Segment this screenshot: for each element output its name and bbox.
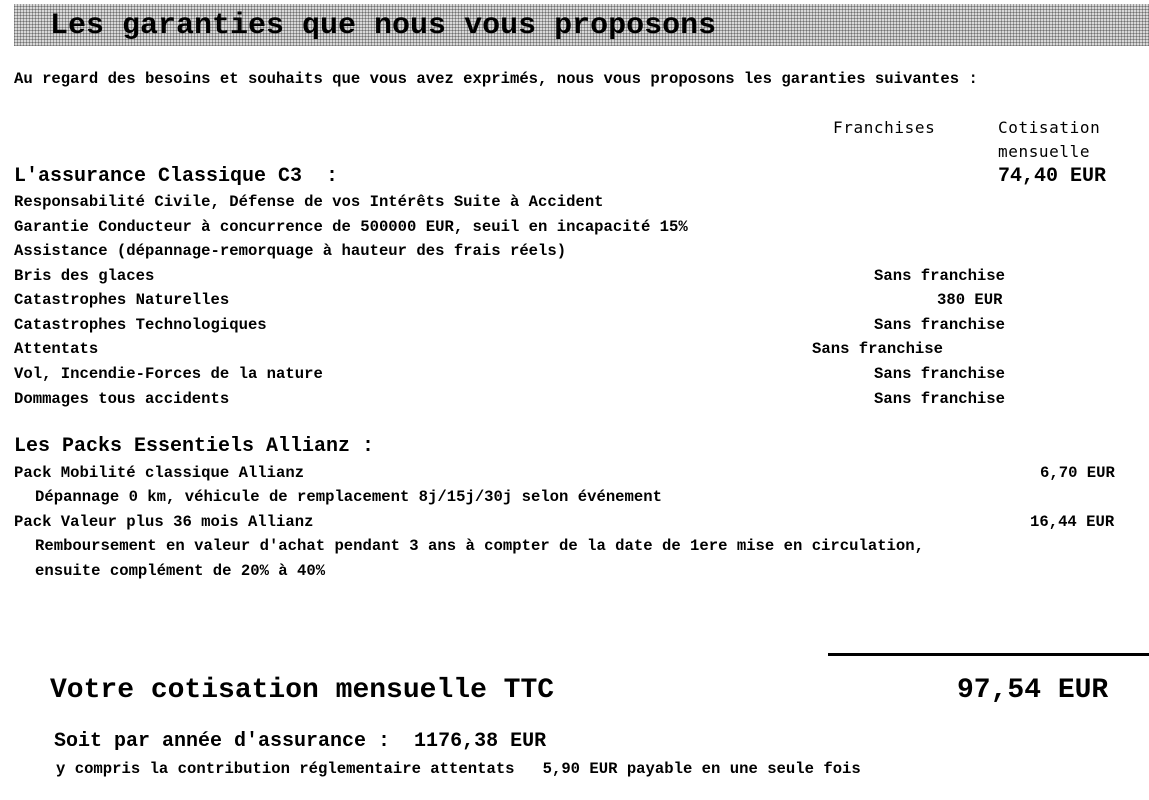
guarantee-row-label: Dommages tous accidents xyxy=(14,390,230,408)
column-header-cotisation: Cotisation xyxy=(998,118,1101,137)
guarantee-row-franchise: Sans franchise xyxy=(812,340,944,358)
guarantee-row-label: Vol, Incendie-Forces de la nature xyxy=(14,365,323,383)
guarantee-row-franchise: Sans franchise xyxy=(874,365,1006,383)
pack-name: Pack Valeur plus 36 mois Allianz xyxy=(14,513,314,531)
pack-name: Pack Mobilité classique Allianz xyxy=(14,464,305,482)
total-divider xyxy=(828,653,1149,656)
guarantee-row-franchise: Sans franchise xyxy=(874,390,1006,408)
guarantee-row-label: Attentats xyxy=(14,340,99,358)
annual-total: Soit par année d'assurance : 1176,38 EUR xyxy=(54,730,547,753)
column-header-cotisation-sub: mensuelle xyxy=(998,142,1091,161)
pack-detail: Dépannage 0 km, véhicule de remplacement 8j/15j/30j selon événement xyxy=(35,488,662,506)
pack-detail: Remboursement en valeur d'achat pendant 3 ans à compter de la date de 1ere mise en circulation, xyxy=(35,537,924,555)
guarantee-row-franchise: Sans franchise xyxy=(874,267,1006,285)
total-value: 97,54 EUR xyxy=(957,675,1109,706)
guarantee-row-label: Catastrophes Naturelles xyxy=(14,291,230,309)
title-banner xyxy=(14,4,1149,46)
column-header-franchises: Franchises xyxy=(833,118,936,137)
guarantee-row-label: Bris des glaces xyxy=(14,267,155,285)
guarantee-row-franchise: 380 EUR xyxy=(937,291,1003,309)
section-title-packs: Les Packs Essentiels Allianz : xyxy=(14,435,375,458)
total-label: Votre cotisation mensuelle TTC xyxy=(50,675,555,706)
pack-price: 16,44 EUR xyxy=(1030,513,1115,531)
guarantee-row-label: Catastrophes Technologiques xyxy=(14,316,267,334)
guarantee-row-label: Responsabilité Civile, Défense de vos Intérêts Suite à Accident xyxy=(14,193,604,211)
guarantee-row-label: Garantie Conducteur à concurrence de 500000 EUR, seuil en incapacité 15% xyxy=(14,218,688,236)
intro-text: Au regard des besoins et souhaits que vous avez exprimés, nous vous proposons les garanties suivantes : xyxy=(14,70,978,88)
classique-price: 74,40 EUR xyxy=(998,165,1107,188)
pack-price: 6,70 EUR xyxy=(1040,464,1115,482)
guarantee-row-label: Assistance (dépannage-remorquage à hauteur des frais réels) xyxy=(14,242,567,260)
section-title-classique: L'assurance Classique C3 : xyxy=(14,165,339,188)
guarantee-row-franchise: Sans franchise xyxy=(874,316,1006,334)
pack-detail: ensuite complément de 20% à 40% xyxy=(35,562,326,580)
page-title: Les garanties que nous vous proposons xyxy=(50,9,717,43)
attentats-note: y compris la contribution réglementaire attentats 5,90 EUR payable en une seule fois xyxy=(56,760,861,778)
